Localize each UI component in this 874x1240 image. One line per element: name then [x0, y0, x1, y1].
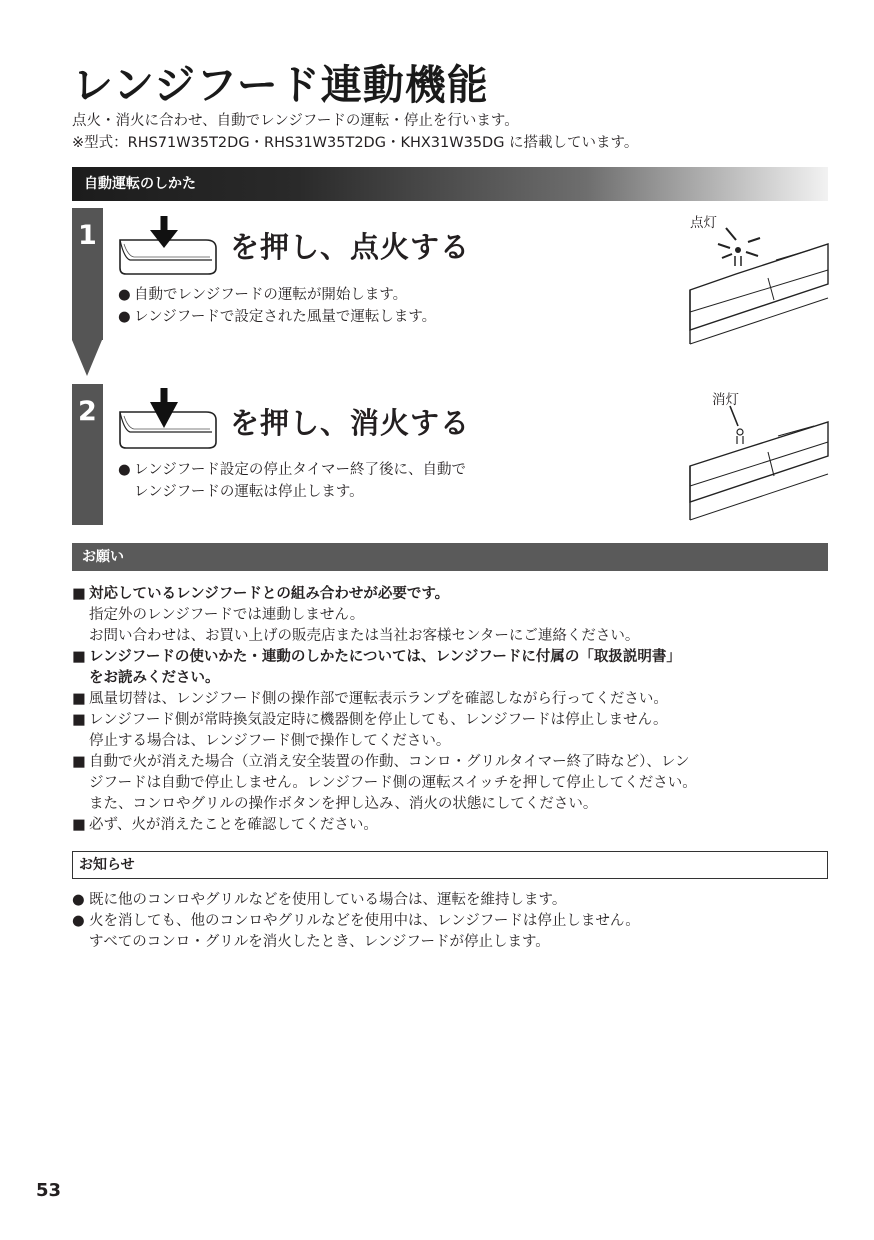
request-item — [72, 815, 832, 836]
step-2-description — [118, 459, 466, 503]
info-text: 既に他のコンロやグリルなどを使用している場合は、運転を維持します。 — [89, 892, 567, 908]
step-1-number: 1 — [78, 220, 97, 251]
step-1-description — [118, 284, 436, 328]
range-hood-lamp-on-illustration — [686, 226, 830, 348]
request-text: 必ず、火が消えたことを確認してください。 — [89, 817, 378, 833]
request-text: ジフードは自動で停止しません。レンジフード側の運転スイッチを押して停止してください。 — [89, 775, 697, 791]
page-title: レンジフード連動機能 — [72, 61, 489, 109]
request-subtext — [72, 605, 832, 647]
page-number: 53 — [36, 1180, 62, 1201]
request-text: をお読みください。 — [89, 670, 220, 686]
section-header-auto: 自動運転のしかた — [72, 167, 828, 201]
request-text: 自動で火が消えた場合（立消え安全装置の作動、コンロ・グリルタイマー終了時など）、レン — [89, 754, 690, 770]
lamp-on-label: 点灯 — [690, 215, 717, 231]
step-2-line — [118, 459, 466, 481]
request-subline: 指定外のレンジフードでは連動しません。 — [89, 607, 365, 623]
lamp-off-label: 消灯 — [712, 392, 739, 408]
info-text: すべてのコンロ・グリルを消火したとき、レンジフードが停止します。 — [89, 934, 550, 950]
section-header-requests: お願い — [72, 543, 828, 571]
request-text: 対応しているレンジフードとの組み合わせが必要です。 — [89, 586, 450, 602]
intro-line: 点火・消火に合わせ、自動でレンジフードの運転・停止を行います。 — [72, 113, 519, 129]
request-subline: お問い合わせは、お買い上げの販売店または当社お客様センターにご連絡ください。 — [89, 628, 640, 644]
section-header-info: お知らせ — [72, 851, 828, 879]
range-hood-lamp-off-illustration — [686, 404, 830, 526]
request-item — [72, 647, 832, 689]
square-bullet-icon: ■ — [72, 649, 86, 665]
requests-list — [72, 584, 832, 836]
step-1-line-text: レンジフードで設定された風量で運転します。 — [134, 309, 437, 325]
step-1-line — [118, 284, 436, 306]
request-text: レンジフード側が常時換気設定時に機器側を停止しても、レンジフードは停止しません。 — [89, 712, 668, 728]
square-bullet-icon: ■ — [72, 754, 86, 770]
step-2-number: 2 — [78, 396, 97, 427]
bullet-icon: ● — [118, 309, 131, 325]
step-2-title: を押し、消火する — [230, 406, 471, 440]
step-2-line-text: レンジフード設定の停止タイマー終了後に、自動で — [134, 462, 467, 478]
step-1-line-text: 自動でレンジフードの運転が開始します。 — [134, 287, 408, 303]
intro-model-line: ※型式：RHS71W35T2DG・RHS31W35T2DG・KHX31W35DG に搭載しています。 — [72, 135, 639, 151]
info-item — [72, 911, 832, 953]
step-2-line-text: レンジフードの運転は停止します。 — [134, 484, 364, 500]
round-bullet-icon: ● — [72, 892, 85, 908]
request-text: 停止する場合は、レンジフード側で操作してください。 — [89, 733, 451, 749]
round-bullet-icon: ● — [72, 913, 85, 929]
bullet-icon: ● — [118, 462, 131, 478]
bullet-icon: ● — [118, 287, 131, 303]
info-text: 火を消しても、他のコンロやグリルなどを使用中は、レンジフードは停止しません。 — [89, 913, 640, 929]
step-2-line — [118, 481, 466, 503]
request-item — [72, 584, 832, 605]
square-bullet-icon: ■ — [72, 712, 86, 728]
request-text: また、コンロやグリルの操作ボタンを押し込み、消火の状態にしてください。 — [89, 796, 598, 812]
info-item — [72, 890, 832, 911]
step-down-arrow-icon — [72, 340, 102, 376]
info-list — [72, 890, 832, 953]
intro-text — [72, 110, 638, 154]
request-item — [72, 689, 832, 710]
square-bullet-icon: ■ — [72, 817, 86, 833]
step-1-line — [118, 306, 436, 328]
extinguish-button-icon — [116, 384, 220, 456]
square-bullet-icon: ■ — [72, 691, 86, 707]
request-text: 風量切替は、レンジフード側の操作部で運転表示ランプを確認しながら行ってください。 — [89, 691, 668, 707]
request-item — [72, 752, 832, 815]
square-bullet-icon: ■ — [72, 586, 86, 602]
ignition-button-icon — [116, 208, 220, 280]
request-text: レンジフードの使いかた・連動のしかたについては、レンジフードに付属の「取扱説明書」 — [89, 649, 681, 665]
request-item — [72, 710, 832, 752]
step-1-title: を押し、点火する — [230, 230, 471, 264]
